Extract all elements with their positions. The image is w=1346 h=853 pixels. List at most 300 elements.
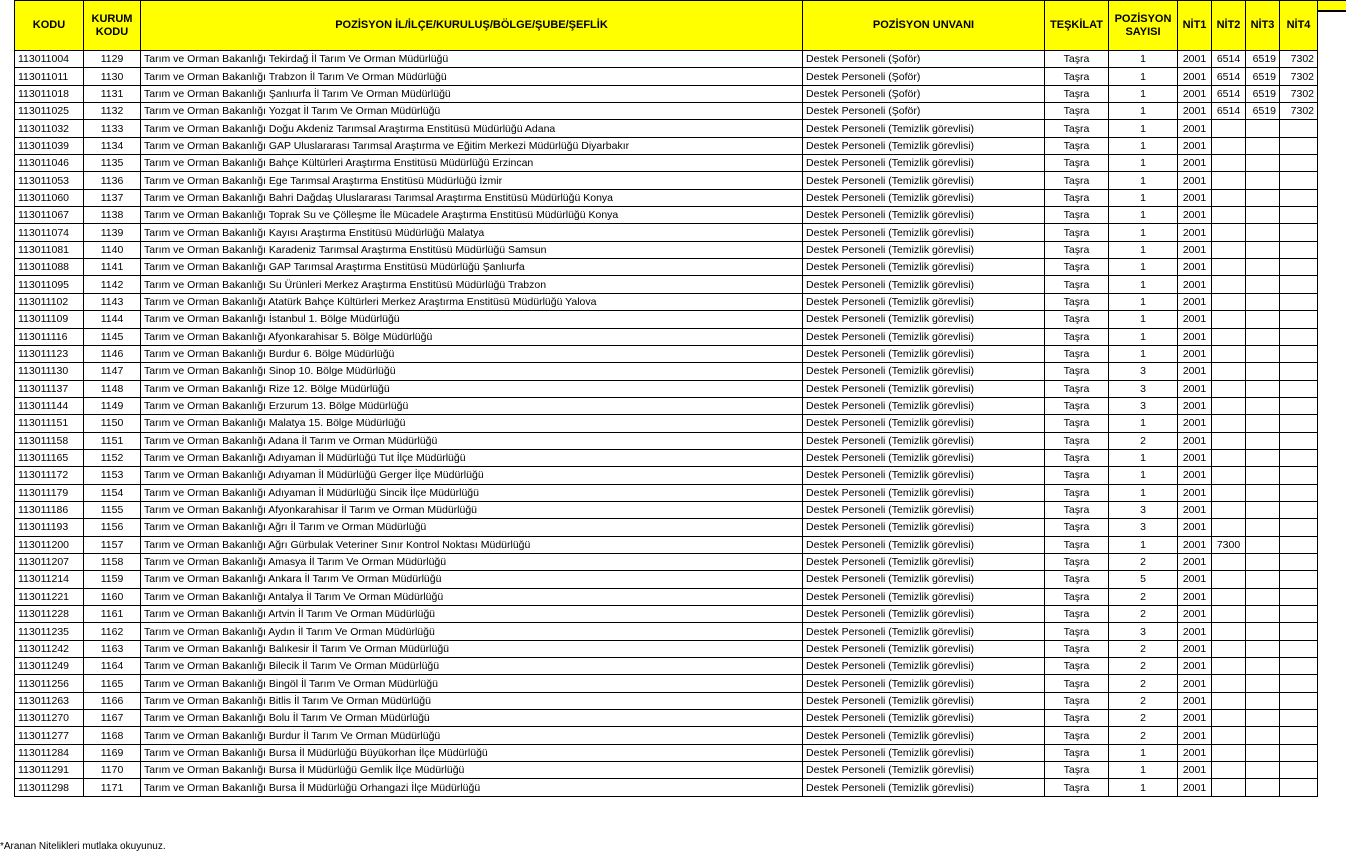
cell-teskilat: Taşra xyxy=(1045,85,1109,102)
cell-teskilat: Taşra xyxy=(1045,172,1109,189)
cell-pozisyon-yeri: Tarım ve Orman Bakanlığı Adıyaman İl Müdürlüğü Tut İlçe Müdürlüğü xyxy=(141,449,803,466)
table-row xyxy=(15,415,1318,432)
cell-pozisyon-yeri: Tarım ve Orman Bakanlığı GAP Uluslararası Tarımsal Araştırma ve Eğitim Merkezi Müdürlüğü Diyarbakır xyxy=(141,137,803,154)
cell-nit2 xyxy=(1212,519,1246,536)
cell-pozisyon-yeri: Tarım ve Orman Bakanlığı GAP Tarımsal Araştırma Enstitüsü Müdürlüğü Şanlıurfa xyxy=(141,259,803,276)
table-row xyxy=(15,744,1318,761)
cell-nit4 xyxy=(1280,276,1318,293)
cell-nit2 xyxy=(1212,345,1246,362)
cell-nit2 xyxy=(1212,762,1246,779)
cell-nit2 xyxy=(1212,311,1246,328)
cell-kurum-kodu: 1138 xyxy=(84,207,141,224)
cell-pozisyon-sayisi: 1 xyxy=(1109,103,1178,120)
cell-pozisyon-unvani: Destek Personeli (Temizlik görevlisi) xyxy=(803,415,1045,432)
cell-nit2 xyxy=(1212,120,1246,137)
cell-pozisyon-yeri: Tarım ve Orman Bakanlığı Burdur 6. Bölge Müdürlüğü xyxy=(141,345,803,362)
cell-pozisyon-unvani: Destek Personeli (Temizlik görevlisi) xyxy=(803,640,1045,657)
cell-kodu: 113011200 xyxy=(15,536,84,553)
cell-pozisyon-sayisi: 3 xyxy=(1109,363,1178,380)
cell-nit4 xyxy=(1280,449,1318,466)
cell-kurum-kodu: 1159 xyxy=(84,571,141,588)
cell-nit2 xyxy=(1212,779,1246,796)
cell-nit2 xyxy=(1212,727,1246,744)
cell-kurum-kodu: 1145 xyxy=(84,328,141,345)
cell-nit3 xyxy=(1246,623,1280,640)
cell-teskilat: Taşra xyxy=(1045,571,1109,588)
cell-pozisyon-unvani: Destek Personeli (Şoför) xyxy=(803,103,1045,120)
cell-kurum-kodu: 1158 xyxy=(84,553,141,570)
cell-pozisyon-unvani: Destek Personeli (Temizlik görevlisi) xyxy=(803,623,1045,640)
cell-pozisyon-yeri: Tarım ve Orman Bakanlığı Tekirdağ İl Tarım Ve Orman Müdürlüğü xyxy=(141,51,803,68)
table-body xyxy=(15,51,1318,797)
table-row xyxy=(15,224,1318,241)
cell-teskilat: Taşra xyxy=(1045,640,1109,657)
cell-nit2: 6514 xyxy=(1212,85,1246,102)
cell-kurum-kodu: 1132 xyxy=(84,103,141,120)
cell-nit4 xyxy=(1280,692,1318,709)
cell-kodu: 113011214 xyxy=(15,571,84,588)
cell-kodu: 113011291 xyxy=(15,762,84,779)
cell-nit2: 6514 xyxy=(1212,51,1246,68)
cell-teskilat: Taşra xyxy=(1045,397,1109,414)
cell-teskilat: Taşra xyxy=(1045,345,1109,362)
cell-pozisyon-yeri: Tarım ve Orman Bakanlığı Yozgat İl Tarım Ve Orman Müdürlüğü xyxy=(141,103,803,120)
cell-pozisyon-sayisi: 1 xyxy=(1109,224,1178,241)
cell-nit2 xyxy=(1212,189,1246,206)
cell-nit3 xyxy=(1246,640,1280,657)
table-row xyxy=(15,519,1318,536)
cell-nit1: 2001 xyxy=(1178,449,1212,466)
table-row xyxy=(15,345,1318,362)
cell-pozisyon-sayisi: 1 xyxy=(1109,779,1178,796)
cell-pozisyon-yeri: Tarım ve Orman Bakanlığı Amasya İl Tarım Ve Orman Müdürlüğü xyxy=(141,553,803,570)
cell-teskilat: Taşra xyxy=(1045,658,1109,675)
cell-kodu: 113011011 xyxy=(15,68,84,85)
cell-nit3 xyxy=(1246,363,1280,380)
cell-nit2 xyxy=(1212,449,1246,466)
cell-pozisyon-sayisi: 3 xyxy=(1109,501,1178,518)
cell-pozisyon-sayisi: 3 xyxy=(1109,397,1178,414)
table-row xyxy=(15,328,1318,345)
cell-pozisyon-unvani: Destek Personeli (Temizlik görevlisi) xyxy=(803,606,1045,623)
cell-teskilat: Taşra xyxy=(1045,779,1109,796)
cell-nit3 xyxy=(1246,397,1280,414)
cell-kurum-kodu: 1149 xyxy=(84,397,141,414)
cell-pozisyon-sayisi: 1 xyxy=(1109,155,1178,172)
cell-pozisyon-unvani: Destek Personeli (Şoför) xyxy=(803,85,1045,102)
cell-nit1: 2001 xyxy=(1178,519,1212,536)
cell-kodu: 113011235 xyxy=(15,623,84,640)
cell-pozisyon-yeri: Tarım ve Orman Bakanlığı Toprak Su ve Çölleşme İle Mücadele Araştırma Enstitüsü Müdürlüğü Konya xyxy=(141,207,803,224)
cell-nit1: 2001 xyxy=(1178,276,1212,293)
cell-kurum-kodu: 1139 xyxy=(84,224,141,241)
cell-pozisyon-yeri: Tarım ve Orman Bakanlığı Artvin İl Tarım Ve Orman Müdürlüğü xyxy=(141,606,803,623)
cell-kodu: 113011186 xyxy=(15,501,84,518)
cell-nit1: 2001 xyxy=(1178,727,1212,744)
cell-nit2 xyxy=(1212,276,1246,293)
col-header-teskilat: TEŞKİLAT xyxy=(1045,1,1109,51)
cell-kurum-kodu: 1166 xyxy=(84,692,141,709)
cell-pozisyon-sayisi: 1 xyxy=(1109,762,1178,779)
cell-nit3 xyxy=(1246,120,1280,137)
cell-teskilat: Taşra xyxy=(1045,51,1109,68)
cell-nit4 xyxy=(1280,727,1318,744)
cell-pozisyon-yeri: Tarım ve Orman Bakanlığı Doğu Akdeniz Tarımsal Araştırma Enstitüsü Müdürlüğü Adana xyxy=(141,120,803,137)
cell-kodu: 113011165 xyxy=(15,449,84,466)
table-row xyxy=(15,606,1318,623)
cell-nit4 xyxy=(1280,363,1318,380)
cell-nit1: 2001 xyxy=(1178,588,1212,605)
cell-kodu: 113011193 xyxy=(15,519,84,536)
cell-nit1: 2001 xyxy=(1178,762,1212,779)
cell-pozisyon-unvani: Destek Personeli (Şoför) xyxy=(803,68,1045,85)
col-header-nit4: NİT4 xyxy=(1280,1,1318,51)
cell-pozisyon-sayisi: 2 xyxy=(1109,727,1178,744)
cell-teskilat: Taşra xyxy=(1045,588,1109,605)
cell-nit2 xyxy=(1212,588,1246,605)
cell-kurum-kodu: 1155 xyxy=(84,501,141,518)
cell-pozisyon-unvani: Destek Personeli (Temizlik görevlisi) xyxy=(803,189,1045,206)
cell-pozisyon-yeri: Tarım ve Orman Bakanlığı Atatürk Bahçe Kültürleri Merkez Araştırma Enstitüsü Müdürlüğü Yalova xyxy=(141,293,803,310)
cell-teskilat: Taşra xyxy=(1045,432,1109,449)
cell-nit4 xyxy=(1280,241,1318,258)
cell-pozisyon-unvani: Destek Personeli (Temizlik görevlisi) xyxy=(803,519,1045,536)
cell-pozisyon-yeri: Tarım ve Orman Bakanlığı Trabzon İl Tarım Ve Orman Müdürlüğü xyxy=(141,68,803,85)
cell-nit3 xyxy=(1246,467,1280,484)
cell-nit1: 2001 xyxy=(1178,155,1212,172)
cell-nit4 xyxy=(1280,155,1318,172)
cell-nit2 xyxy=(1212,553,1246,570)
cell-teskilat: Taşra xyxy=(1045,155,1109,172)
cell-teskilat: Taşra xyxy=(1045,137,1109,154)
cell-pozisyon-yeri: Tarım ve Orman Bakanlığı Erzurum 13. Bölge Müdürlüğü xyxy=(141,397,803,414)
cell-pozisyon-sayisi: 1 xyxy=(1109,137,1178,154)
cell-nit4: 7302 xyxy=(1280,85,1318,102)
cell-nit2 xyxy=(1212,744,1246,761)
cell-pozisyon-yeri: Tarım ve Orman Bakanlığı Rize 12. Bölge Müdürlüğü xyxy=(141,380,803,397)
cell-nit2 xyxy=(1212,675,1246,692)
cell-pozisyon-sayisi: 2 xyxy=(1109,432,1178,449)
cell-pozisyon-sayisi: 2 xyxy=(1109,692,1178,709)
cell-nit1: 2001 xyxy=(1178,380,1212,397)
cell-kodu: 113011116 xyxy=(15,328,84,345)
cell-pozisyon-unvani: Destek Personeli (Temizlik görevlisi) xyxy=(803,311,1045,328)
col-header-nit3: NİT3 xyxy=(1246,1,1280,51)
cell-pozisyon-yeri: Tarım ve Orman Bakanlığı Aydın İl Tarım Ve Orman Müdürlüğü xyxy=(141,623,803,640)
cell-pozisyon-yeri: Tarım ve Orman Bakanlığı Karadeniz Tarımsal Araştırma Enstitüsü Müdürlüğü Samsun xyxy=(141,241,803,258)
cell-teskilat: Taşra xyxy=(1045,328,1109,345)
cell-pozisyon-unvani: Destek Personeli (Temizlik görevlisi) xyxy=(803,207,1045,224)
cell-nit3 xyxy=(1246,658,1280,675)
cell-nit2 xyxy=(1212,692,1246,709)
cell-pozisyon-yeri: Tarım ve Orman Bakanlığı Antalya İl Tarım Ve Orman Müdürlüğü xyxy=(141,588,803,605)
cell-nit4 xyxy=(1280,658,1318,675)
cell-kurum-kodu: 1165 xyxy=(84,675,141,692)
cell-kodu: 113011081 xyxy=(15,241,84,258)
cell-kodu: 113011074 xyxy=(15,224,84,241)
cell-nit4 xyxy=(1280,467,1318,484)
cell-kurum-kodu: 1162 xyxy=(84,623,141,640)
table-row xyxy=(15,658,1318,675)
cell-nit1: 2001 xyxy=(1178,658,1212,675)
cell-kurum-kodu: 1136 xyxy=(84,172,141,189)
col-header-kurum-kodu: KURUM KODU xyxy=(84,1,141,51)
cell-teskilat: Taşra xyxy=(1045,467,1109,484)
cell-nit2 xyxy=(1212,363,1246,380)
cell-teskilat: Taşra xyxy=(1045,241,1109,258)
cell-pozisyon-unvani: Destek Personeli (Temizlik görevlisi) xyxy=(803,467,1045,484)
cell-nit2 xyxy=(1212,380,1246,397)
cell-nit1: 2001 xyxy=(1178,501,1212,518)
cell-kodu: 113011060 xyxy=(15,189,84,206)
cell-pozisyon-unvani: Destek Personeli (Temizlik görevlisi) xyxy=(803,328,1045,345)
cell-pozisyon-yeri: Tarım ve Orman Bakanlığı Bitlis İl Tarım Ve Orman Müdürlüğü xyxy=(141,692,803,709)
cell-kurum-kodu: 1153 xyxy=(84,467,141,484)
cell-pozisyon-yeri: Tarım ve Orman Bakanlığı Sinop 10. Bölge Müdürlüğü xyxy=(141,363,803,380)
cell-teskilat: Taşra xyxy=(1045,189,1109,206)
cell-nit4 xyxy=(1280,519,1318,536)
cell-pozisyon-sayisi: 1 xyxy=(1109,259,1178,276)
cell-pozisyon-sayisi: 1 xyxy=(1109,120,1178,137)
cell-pozisyon-sayisi: 5 xyxy=(1109,571,1178,588)
cell-pozisyon-yeri: Tarım ve Orman Bakanlığı Adıyaman İl Müdürlüğü Gerger İlçe Müdürlüğü xyxy=(141,467,803,484)
cell-nit2 xyxy=(1212,137,1246,154)
cell-pozisyon-unvani: Destek Personeli (Temizlik görevlisi) xyxy=(803,762,1045,779)
cell-kurum-kodu: 1157 xyxy=(84,536,141,553)
table-row xyxy=(15,762,1318,779)
cell-pozisyon-unvani: Destek Personeli (Temizlik görevlisi) xyxy=(803,224,1045,241)
cell-pozisyon-unvani: Destek Personeli (Temizlik görevlisi) xyxy=(803,588,1045,605)
cell-pozisyon-yeri: Tarım ve Orman Bakanlığı Bursa İl Müdürlüğü Büyükorhan İlçe Müdürlüğü xyxy=(141,744,803,761)
cell-kodu: 113011130 xyxy=(15,363,84,380)
cell-nit1: 2001 xyxy=(1178,397,1212,414)
cell-teskilat: Taşra xyxy=(1045,259,1109,276)
cell-pozisyon-sayisi: 1 xyxy=(1109,189,1178,206)
cell-nit3 xyxy=(1246,501,1280,518)
cell-nit3 xyxy=(1246,207,1280,224)
cell-kodu: 113011172 xyxy=(15,467,84,484)
cell-pozisyon-unvani: Destek Personeli (Temizlik görevlisi) xyxy=(803,345,1045,362)
cell-nit1: 2001 xyxy=(1178,241,1212,258)
table-row xyxy=(15,571,1318,588)
cell-nit4 xyxy=(1280,623,1318,640)
cell-nit2 xyxy=(1212,397,1246,414)
cell-pozisyon-unvani: Destek Personeli (Temizlik görevlisi) xyxy=(803,484,1045,501)
cell-pozisyon-sayisi: 1 xyxy=(1109,311,1178,328)
table-row xyxy=(15,207,1318,224)
cell-nit3 xyxy=(1246,484,1280,501)
cell-nit1: 2001 xyxy=(1178,224,1212,241)
cell-nit4 xyxy=(1280,571,1318,588)
cell-nit1: 2001 xyxy=(1178,744,1212,761)
cell-nit3 xyxy=(1246,588,1280,605)
cell-nit3: 6519 xyxy=(1246,68,1280,85)
cell-kodu: 113011158 xyxy=(15,432,84,449)
cell-nit1: 2001 xyxy=(1178,328,1212,345)
cell-pozisyon-sayisi: 1 xyxy=(1109,85,1178,102)
cell-kodu: 113011151 xyxy=(15,415,84,432)
cell-pozisyon-yeri: Tarım ve Orman Bakanlığı Bursa İl Müdürlüğü Orhangazi İlçe Müdürlüğü xyxy=(141,779,803,796)
cell-teskilat: Taşra xyxy=(1045,224,1109,241)
table-row xyxy=(15,553,1318,570)
cell-pozisyon-unvani: Destek Personeli (Temizlik görevlisi) xyxy=(803,241,1045,258)
cell-nit2 xyxy=(1212,501,1246,518)
cell-pozisyon-sayisi: 2 xyxy=(1109,553,1178,570)
cell-teskilat: Taşra xyxy=(1045,623,1109,640)
cell-kurum-kodu: 1163 xyxy=(84,640,141,657)
cell-nit3 xyxy=(1246,432,1280,449)
cell-pozisyon-unvani: Destek Personeli (Temizlik görevlisi) xyxy=(803,137,1045,154)
table-row xyxy=(15,692,1318,709)
cell-nit4 xyxy=(1280,120,1318,137)
cell-pozisyon-unvani: Destek Personeli (Temizlik görevlisi) xyxy=(803,155,1045,172)
cell-kurum-kodu: 1141 xyxy=(84,259,141,276)
cell-nit2 xyxy=(1212,658,1246,675)
table-row xyxy=(15,710,1318,727)
cell-nit2 xyxy=(1212,623,1246,640)
cell-nit4 xyxy=(1280,189,1318,206)
table-row xyxy=(15,675,1318,692)
table-row xyxy=(15,449,1318,466)
cell-pozisyon-yeri: Tarım ve Orman Bakanlığı Adana İl Tarım ve Orman Müdürlüğü xyxy=(141,432,803,449)
cell-kodu: 113011053 xyxy=(15,172,84,189)
cell-kodu: 113011046 xyxy=(15,155,84,172)
cell-kodu: 113011221 xyxy=(15,588,84,605)
cell-pozisyon-sayisi: 1 xyxy=(1109,536,1178,553)
cell-nit1: 2001 xyxy=(1178,467,1212,484)
cell-pozisyon-unvani: Destek Personeli (Temizlik görevlisi) xyxy=(803,293,1045,310)
cell-nit1: 2001 xyxy=(1178,415,1212,432)
cell-nit2 xyxy=(1212,207,1246,224)
cell-nit3: 6519 xyxy=(1246,85,1280,102)
cell-nit3 xyxy=(1246,276,1280,293)
table-row xyxy=(15,467,1318,484)
table-row xyxy=(15,779,1318,796)
cell-teskilat: Taşra xyxy=(1045,103,1109,120)
cell-nit3 xyxy=(1246,519,1280,536)
header-row xyxy=(15,1,1318,51)
table-row xyxy=(15,276,1318,293)
cell-pozisyon-sayisi: 1 xyxy=(1109,449,1178,466)
cell-kurum-kodu: 1161 xyxy=(84,606,141,623)
cell-kodu: 113011137 xyxy=(15,380,84,397)
cell-kurum-kodu: 1130 xyxy=(84,68,141,85)
table-row xyxy=(15,640,1318,657)
cell-nit2 xyxy=(1212,259,1246,276)
cell-kodu: 113011284 xyxy=(15,744,84,761)
cell-pozisyon-unvani: Destek Personeli (Temizlik görevlisi) xyxy=(803,675,1045,692)
col-header-nit1: NİT1 xyxy=(1178,1,1212,51)
cell-teskilat: Taşra xyxy=(1045,762,1109,779)
cell-nit4 xyxy=(1280,501,1318,518)
cell-nit1: 2001 xyxy=(1178,571,1212,588)
cell-pozisyon-unvani: Destek Personeli (Temizlik görevlisi) xyxy=(803,120,1045,137)
cell-nit1: 2001 xyxy=(1178,259,1212,276)
cell-nit3: 6519 xyxy=(1246,103,1280,120)
cell-pozisyon-unvani: Destek Personeli (Temizlik görevlisi) xyxy=(803,276,1045,293)
cell-pozisyon-yeri: Tarım ve Orman Bakanlığı Bolu İl Tarım Ve Orman Müdürlüğü xyxy=(141,710,803,727)
cell-nit1: 2001 xyxy=(1178,85,1212,102)
table-row xyxy=(15,397,1318,414)
cell-nit2 xyxy=(1212,155,1246,172)
cell-pozisyon-yeri: Tarım ve Orman Bakanlığı Bahçe Kültürleri Araştırma Enstitüsü Müdürlüğü Erzincan xyxy=(141,155,803,172)
cell-kodu: 113011004 xyxy=(15,51,84,68)
cell-nit2 xyxy=(1212,484,1246,501)
cell-nit3: 6519 xyxy=(1246,51,1280,68)
cell-nit1: 2001 xyxy=(1178,207,1212,224)
cell-nit4 xyxy=(1280,224,1318,241)
cell-pozisyon-sayisi: 1 xyxy=(1109,172,1178,189)
cell-nit2 xyxy=(1212,606,1246,623)
cell-nit2 xyxy=(1212,571,1246,588)
cell-nit3 xyxy=(1246,536,1280,553)
cell-kurum-kodu: 1152 xyxy=(84,449,141,466)
table-row xyxy=(15,68,1318,85)
cell-pozisyon-sayisi: 2 xyxy=(1109,658,1178,675)
cell-pozisyon-sayisi: 1 xyxy=(1109,467,1178,484)
cell-kurum-kodu: 1154 xyxy=(84,484,141,501)
cell-nit4 xyxy=(1280,536,1318,553)
cell-nit3 xyxy=(1246,553,1280,570)
cell-teskilat: Taşra xyxy=(1045,536,1109,553)
cell-kodu: 113011032 xyxy=(15,120,84,137)
cell-nit3 xyxy=(1246,137,1280,154)
table-row xyxy=(15,432,1318,449)
table-row xyxy=(15,137,1318,154)
cell-kodu: 113011277 xyxy=(15,727,84,744)
cell-pozisyon-sayisi: 1 xyxy=(1109,415,1178,432)
cell-teskilat: Taşra xyxy=(1045,363,1109,380)
cell-nit1: 2001 xyxy=(1178,606,1212,623)
cell-kodu: 113011207 xyxy=(15,553,84,570)
cell-kodu: 113011179 xyxy=(15,484,84,501)
cell-kurum-kodu: 1171 xyxy=(84,779,141,796)
cell-pozisyon-unvani: Destek Personeli (Temizlik görevlisi) xyxy=(803,658,1045,675)
cell-kurum-kodu: 1135 xyxy=(84,155,141,172)
cell-kurum-kodu: 1160 xyxy=(84,588,141,605)
cell-nit1: 2001 xyxy=(1178,189,1212,206)
cell-pozisyon-unvani: Destek Personeli (Temizlik görevlisi) xyxy=(803,363,1045,380)
cell-kurum-kodu: 1146 xyxy=(84,345,141,362)
cell-pozisyon-yeri: Tarım ve Orman Bakanlığı Bingöl İl Tarım Ve Orman Müdürlüğü xyxy=(141,675,803,692)
cell-nit4 xyxy=(1280,259,1318,276)
cell-pozisyon-yeri: Tarım ve Orman Bakanlığı Su Ürünleri Merkez Araştırma Enstitüsü Müdürlüğü Trabzon xyxy=(141,276,803,293)
cell-nit1: 2001 xyxy=(1178,172,1212,189)
cell-pozisyon-unvani: Destek Personeli (Temizlik görevlisi) xyxy=(803,727,1045,744)
cell-nit1: 2001 xyxy=(1178,675,1212,692)
cell-pozisyon-yeri: Tarım ve Orman Bakanlığı Afyonkarahisar İl Tarım ve Orman Müdürlüğü xyxy=(141,501,803,518)
cell-kurum-kodu: 1151 xyxy=(84,432,141,449)
cell-kurum-kodu: 1148 xyxy=(84,380,141,397)
table-row xyxy=(15,501,1318,518)
cell-nit3 xyxy=(1246,449,1280,466)
cell-nit1: 2001 xyxy=(1178,484,1212,501)
cell-nit3 xyxy=(1246,259,1280,276)
cell-nit1: 2001 xyxy=(1178,640,1212,657)
cell-nit4 xyxy=(1280,345,1318,362)
cell-nit4 xyxy=(1280,484,1318,501)
cell-pozisyon-yeri: Tarım ve Orman Bakanlığı Şanlıurfa İl Tarım Ve Orman Müdürlüğü xyxy=(141,85,803,102)
cell-pozisyon-unvani: Destek Personeli (Şoför) xyxy=(803,51,1045,68)
cell-nit2: 6514 xyxy=(1212,103,1246,120)
cell-kurum-kodu: 1131 xyxy=(84,85,141,102)
col-header-pozisyon-unvani: POZİSYON UNVANI xyxy=(803,1,1045,51)
cell-pozisyon-yeri: Tarım ve Orman Bakanlığı Burdur İl Tarım Ve Orman Müdürlüğü xyxy=(141,727,803,744)
cell-nit3 xyxy=(1246,241,1280,258)
cell-nit4 xyxy=(1280,380,1318,397)
cell-nit1: 2001 xyxy=(1178,120,1212,137)
cell-pozisyon-yeri: Tarım ve Orman Bakanlığı Afyonkarahisar 5. Bölge Müdürlüğü xyxy=(141,328,803,345)
